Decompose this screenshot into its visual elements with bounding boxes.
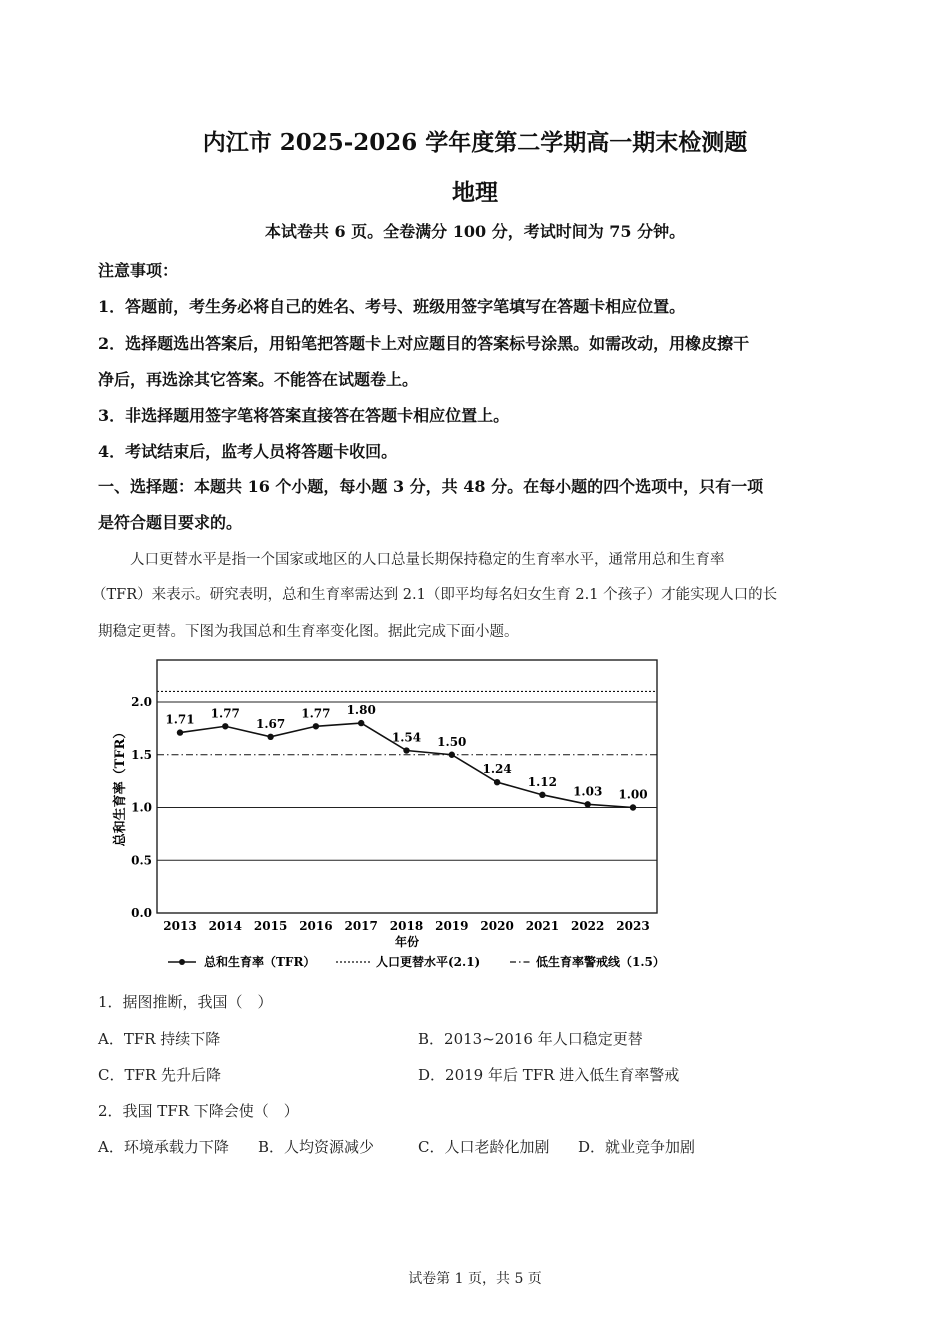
legend-replace: 人口更替水平(2.1) xyxy=(376,955,481,969)
notice-heading: 注意事项： xyxy=(98,261,179,280)
data-label: 1.12 xyxy=(527,774,558,789)
data-label: 1.00 xyxy=(618,787,648,802)
passage-line: （TFR）来表示。研究表明，总和生育率需达到 2.1（即平均每名妇女生育 2.1 个孩子）才能实现人口的长 xyxy=(92,587,778,603)
option-d: D．2019 年后 TFR 进入低生育率警戒 xyxy=(418,1066,680,1084)
x-tick-label: 2021 xyxy=(525,919,560,933)
legend xyxy=(168,954,665,969)
data-point xyxy=(539,792,545,798)
data-label: 1.50 xyxy=(437,734,467,749)
y-tick-label: 1.0 xyxy=(131,800,152,815)
section-heading: 一、选择题：本题共 16 个小题，每小题 3 分，共 48 分。在每小题的四个选项中，只有一项 xyxy=(98,477,764,496)
data-point xyxy=(177,729,183,735)
data-point xyxy=(585,801,591,807)
x-tick-label: 2015 xyxy=(253,919,288,933)
exam-info: 本试卷共 6 页。全卷满分 100 分，考试时间为 75 分钟。 xyxy=(264,222,686,241)
question-stem: 1．据图推断，我国（ ） xyxy=(98,993,273,1011)
data-point xyxy=(403,747,409,753)
notice-item: 2．选择题选出答案后，用铅笔把答题卡上对应题目的答案标号涂黑。如需改动，用橡皮擦干 xyxy=(98,334,750,353)
y-tick-label: 0.5 xyxy=(131,853,152,868)
notice-item: 3．非选择题用签字笔将答案直接答在答题卡相应位置上。 xyxy=(98,406,510,425)
x-axis-label: 年份 xyxy=(394,935,420,949)
data-point xyxy=(358,720,364,726)
option-a: A．TFR 持续下降 xyxy=(98,1030,221,1048)
data-point xyxy=(313,723,319,729)
data-label: 1.54 xyxy=(391,730,422,745)
question-stem: 2．我国 TFR 下降会使（ ） xyxy=(98,1102,299,1120)
data-point xyxy=(267,734,273,740)
data-point xyxy=(222,723,228,729)
section-heading: 是符合题目要求的。 xyxy=(98,513,243,532)
x-tick-label: 2018 xyxy=(389,919,424,933)
y-axis-label: 总和生育率（TFR） xyxy=(113,725,128,847)
exam-subject: 地理 xyxy=(452,179,498,206)
exam-title: 内江市 2025-2026 学年度第二学期高一期末检测题 xyxy=(202,129,748,156)
notice-item: 净后，再选涂其它答案。不能答在试题卷上。 xyxy=(98,370,419,389)
data-point xyxy=(494,779,500,785)
x-tick-label: 2019 xyxy=(435,919,469,933)
x-tick-label: 2020 xyxy=(480,919,514,933)
legend-warn: 低生育率警戒线（1.5） xyxy=(536,955,665,969)
option-d: D．就业竞争加剧 xyxy=(578,1138,696,1156)
data-label: 1.77 xyxy=(210,706,240,721)
x-tick-label: 2014 xyxy=(208,919,243,933)
notice-item: 4．考试结束后，监考人员将答题卡收回。 xyxy=(98,442,398,461)
x-tick-label: 2017 xyxy=(344,919,378,933)
option-c: C．TFR 先升后降 xyxy=(98,1066,221,1084)
x-tick-label: 2016 xyxy=(299,919,333,933)
notice-item: 1．答题前，考生务必将自己的姓名、考号、班级用签字笔填写在答题卡相应位置。 xyxy=(98,297,686,316)
data-label: 1.24 xyxy=(482,762,512,777)
passage-line: 人口更替水平是指一个国家或地区的人口总量长期保持稳定的生育率水平，通常用总和生育率 xyxy=(130,552,725,568)
data-point xyxy=(449,752,455,758)
y-tick-label: 0.0 xyxy=(131,906,152,920)
option-b: B．2013~2016 年人口稳定更替 xyxy=(418,1030,643,1048)
x-tick-label: 2023 xyxy=(616,919,650,933)
passage-line: 期稳定更替。下图为我国总和生育率变化图。据此完成下面小题。 xyxy=(98,624,519,640)
option-b: B．人均资源减少 xyxy=(258,1138,375,1156)
option-c: C．人口老龄化加剧 xyxy=(418,1138,550,1156)
data-label: 1.67 xyxy=(255,716,286,731)
data-label: 1.77 xyxy=(301,706,331,721)
data-label: 1.71 xyxy=(165,712,195,727)
legend-tfr: 总和生育率（TFR） xyxy=(204,955,316,969)
data-label: 1.03 xyxy=(573,784,603,799)
y-tick-label: 1.5 xyxy=(131,747,152,762)
x-tick-label: 2013 xyxy=(163,919,197,933)
data-label: 1.80 xyxy=(346,703,376,718)
y-tick-label: 2.0 xyxy=(131,695,152,709)
option-a: A．环境承载力下降 xyxy=(98,1138,229,1156)
page-footer: 试卷第 1 页，共 5 页 xyxy=(408,1271,542,1287)
tfr-chart xyxy=(100,650,680,975)
data-point xyxy=(630,804,636,810)
x-tick-label: 2022 xyxy=(570,919,605,933)
